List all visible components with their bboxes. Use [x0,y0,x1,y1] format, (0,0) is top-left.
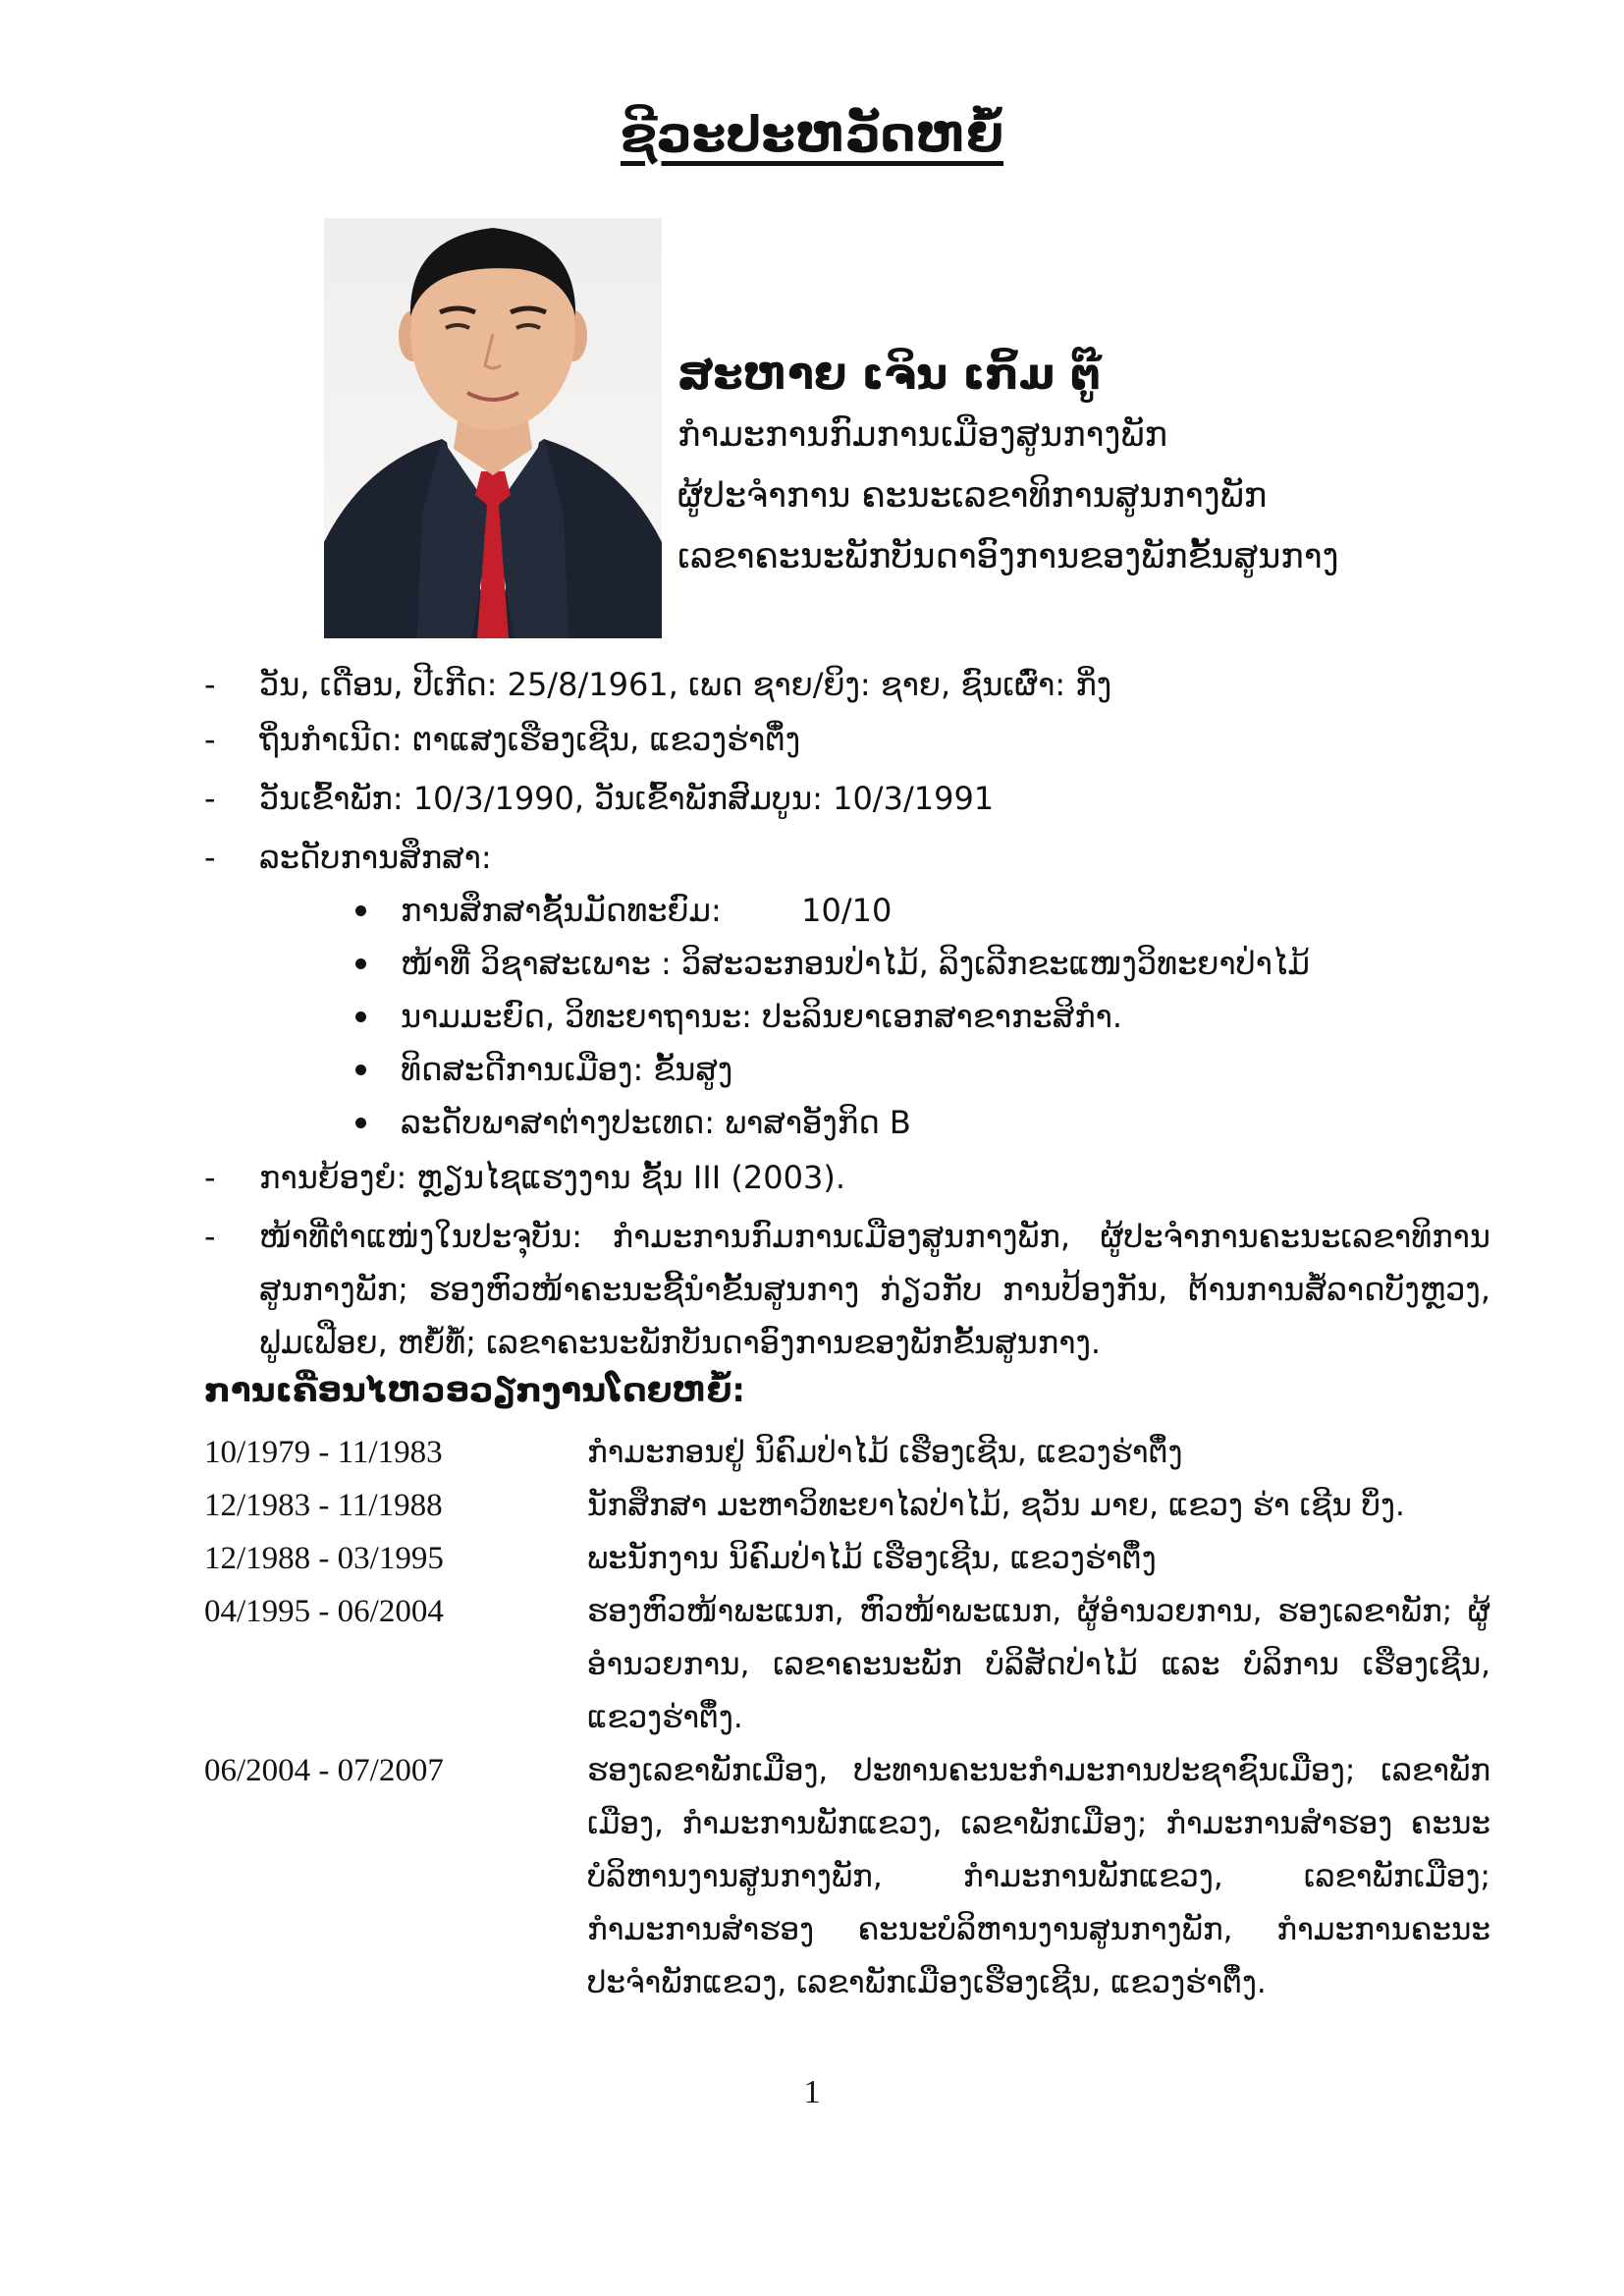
education-entry: ໜ້າທີ່ ວິຊາສະເພາະ : ວິສະວະກອນປ່າໄມ້, ລິງເລີກຂະແໜງວິທະຍາປ່າໄມ້ [401,945,1310,982]
birthplace-info: ຖິ່ນກຳເນີດ: ຕາແສງເຮືອງເຊີນ, ແຂວງຮ່າຕິ໋ງ [259,721,801,758]
dash-marker: - [204,1159,216,1196]
position-line: ກຳມະການກົມການເມືອງສູນກາງພັກ [677,415,1167,455]
document-title: ຊີວະປະຫວັດຫຍໍ້ [620,106,1004,163]
career-period: 12/1988 - 03/1995 [204,1541,444,1576]
career-row [204,1479,1490,1532]
list-item [353,990,1434,1043]
current-position-text: ກຳມະການກົມການເມືອງສູນກາງພັກ, ຜູ້ປະຈຳການຄະນະເລຂາທິການສູນກາງພັກ; ຮອງຫົວໜ້າຄະນະຊີ້ນຳຂັ້ນສູນກາງ ກ່ຽວກັບ ການປ້ອງກັນ, ຕ້ານການສໍ້ລາດບັງຫຼວງ, ຟູມເຟືອຍ, ຫຍໍ້ທໍ້; ເລຂາຄະນະພັກບັນດາອົງການຂອງພັກຂັ້ນສູນກາງ. [259,1218,1491,1361]
award-item [204,1151,1481,1204]
current-position-item [204,1210,1490,1369]
list-item [353,937,1434,990]
dash-marker: - [204,839,216,876]
education-item [204,831,1481,884]
career-row [204,1585,1490,1744]
page-number: 1 [803,2074,821,2110]
career-description: ຮອງຫົວໜ້າພະແນກ, ຫົວໜ້າພະແນກ, ຜູ້ອຳນວຍການ, ຮອງເລຂາພັກ; ຜູ້ອຳນວຍການ, ເລຂາຄະນະພັກ ບໍລິສັດປ່າໄມ້ ແລະ ບໍລິການ ເຮືອງເຊີນ, ແຂວງຮ່າຕິ໋ງ. [587,1594,1490,1735]
bullet-icon [355,1118,366,1128]
party-join-item [204,772,1481,825]
list-item [353,884,1434,937]
bullet-icon [355,905,366,916]
portrait-photo [324,218,662,638]
birthplace-item [204,713,1481,766]
person-name: ສະຫາຍ ເຈິນ ເກິ້ມ ຕູ໊ [677,350,1101,400]
education-list [353,884,1434,1149]
career-row [204,1532,1490,1585]
position-line: ເລຂາຄະນະພັກບັນດາອົງການຂອງພັກຂັ້ນສູນກາງ [677,537,1339,576]
dash-marker: - [204,1218,216,1255]
birth-info: ວັນ, ເດືອນ, ປີເກີດ: 25/8/1961, ເພດ ຊາຍ/ຍິງ: ຊາຍ, ຊົນເຜົ່າ: ກິ່ງ [259,666,1112,703]
name-block [677,346,1339,587]
award-info: ການຍ້ອງຍໍ: ຫຼຽນໄຊແຮງງານ ຊັ້ນ III (2003). [259,1159,845,1196]
dash-marker: - [204,721,216,758]
current-position-info [259,1210,1490,1369]
bullet-icon [355,958,366,969]
career-description: ພະນັກງານ ນິຄົມປ່າໄມ້ ເຮືອງເຊີນ, ແຂວງຮ່າຕິ໋ງ [587,1541,1157,1576]
education-label: ລະດັບການສຶກສາ: [259,839,492,876]
list-item [353,1043,1434,1096]
education-entry: ນາມມະຍົດ, ວິທະຍາຖານະ: ປະລິນຍາເອກສາຂາກະສິກຳ. [401,998,1123,1035]
list-item [353,1096,1434,1149]
current-position-label: ໜ້າທີ່ຕຳແໜ່ງໃນປະຈຸບັນ: [259,1218,583,1255]
party-join-info: ວັນເຂົ້າພັກ: 10/3/1990, ວັນເຂົ້າພັກສົມບູນ: 10/3/1991 [259,780,995,817]
education-entry: ການສຶກສາຊັ້ນມັດທະຍົມ: 10/10 [401,892,893,929]
bullet-icon [355,1065,366,1075]
career-description: ນັກສຶກສາ ມະຫາວິທະຍາໄລປ່າໄມ້, ຊວັນ ມາຍ, ແຂວງ ຮ່າ ເຊີນ ບິ່ງ. [587,1488,1405,1523]
bullet-icon [355,1011,366,1022]
career-list [204,1426,1490,2009]
career-period: 10/1979 - 11/1983 [204,1435,443,1470]
career-description: ຮອງເລຂາພັກເມືອງ, ປະທານຄະນະກຳມະການປະຊາຊົນເມືອງ; ເລຂາພັກເມືອງ, ກຳມະການພັກແຂວງ, ເລຂາພັກເມືອງ; ກຳມະການສຳຮອງ ຄະນະບໍລິຫານງານສູນກາງພັກ, ກຳມະການພັກແຂວງ, ເລຂາພັກເມືອງ; ກຳມະການສຳຮອງ ຄະນະບໍລິຫານງານສູນກາງພັກ, ກຳມະການຄະນະປະຈຳພັກແຂວງ, ເລຂາພັກເມືອງເຮືອງເຊີນ, ແຂວງຮ່າຕິ໋ງ. [587,1753,1490,2000]
position-line: ຜູ້ປະຈຳການ ຄະນະເລຂາທິການສູນກາງພັກ [677,476,1268,516]
career-period: 04/1995 - 06/2004 [204,1594,444,1629]
education-entry: ລະດັບພາສາຕ່າງປະເທດ: ພາສາອັງກິດ B [401,1104,911,1141]
career-period: 06/2004 - 07/2007 [204,1753,444,1788]
career-row [204,1744,1490,2009]
career-row [204,1426,1490,1479]
birth-info-item [204,658,1481,711]
career-heading: ການເຄື່ອນໄຫວອວຽກງານໂດຍຫຍໍ້: [204,1371,746,1410]
career-description: ກຳມະກອນຢູ່ ນິຄົມປ່າໄມ້ ເຮືອງເຊີນ, ແຂວງຮ່າຕິ໋ງ [587,1435,1183,1470]
dash-marker: - [204,666,216,703]
education-entry: ທິດສະດີການເມືອງ: ຂັ້ນສູງ [401,1051,733,1088]
dash-marker: - [204,780,216,817]
career-period: 12/1983 - 11/1988 [204,1488,443,1523]
